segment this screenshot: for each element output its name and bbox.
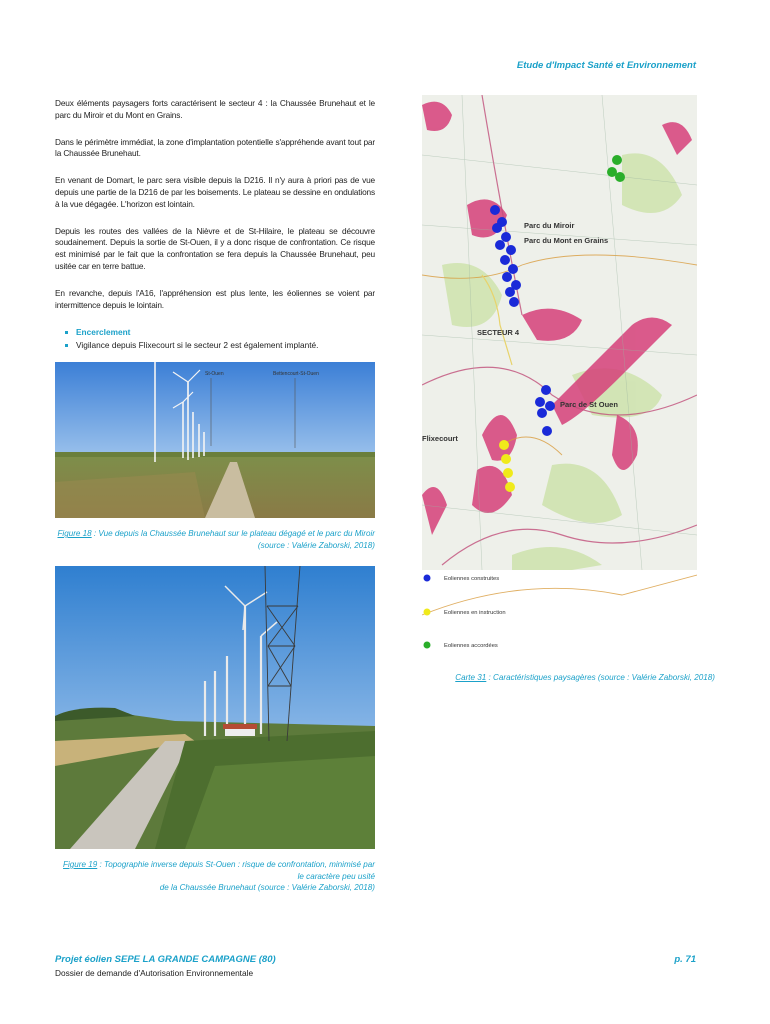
- bullet-marker: [65, 331, 68, 334]
- map-label-secteur: SECTEUR 4: [477, 328, 520, 337]
- map-label-flixecourt: Flixecourt: [422, 434, 458, 443]
- figure-19-caption: Figure 19 : Topographie inverse depuis St-Ouen : risque de confrontation, minimisé par le caractère peu usité de la Chaussée Brunehaut (source : Valérie Zaborski, 2018): [63, 860, 375, 892]
- photo1-label-bettencourt: Bettencourt-St-Ouen: [273, 371, 319, 377]
- carte-31-ref[interactable]: Carte 31: [455, 673, 487, 682]
- photo1-label-st-ouen: St-Ouen: [205, 371, 224, 377]
- legend-construites: Eoliennes construites: [444, 576, 500, 582]
- photo-topographie-st-ouen: [55, 566, 375, 849]
- figure-18-ref[interactable]: Figure 18: [57, 529, 92, 538]
- legend-accordees: Eoliennes accordées: [444, 643, 498, 649]
- body-text-column: [55, 98, 375, 352]
- paragraph-1: Deux éléments paysagers forts caractérisent le secteur 4 : la Chaussée Brunehaut et le parc du Miroir et du Mont en Grains.: [55, 98, 375, 120]
- map-label-mont: Parc du Mont en Grains: [524, 236, 609, 245]
- carte-31-caption: Carte 31 : Caractéristiques paysagères (source : Valérie Zaborski, 2018): [455, 673, 715, 682]
- figure-19-ref[interactable]: Figure 19: [63, 860, 98, 869]
- footer-project-title: Projet éolien SEPE LA GRANDE CAMPAGNE (80): [55, 954, 276, 965]
- document-header-title: Etude d'Impact Santé et Environnement: [516, 60, 696, 71]
- paragraph-5: En revanche, depuis l'A16, l'appréhension est plus lente, les éoliennes se voient par intermittence depuis le lointain.: [55, 287, 375, 310]
- paragraph-2: Dans le périmètre immédiat, la zone d'implantation potentielle s'appréhende avant tout par la Chaussée Brunehaut.: [55, 136, 375, 159]
- map-label-miroir: Parc du Miroir: [524, 221, 575, 230]
- paragraph-4: Depuis les routes des vallées de la Nièvre et de St-Hilaire, le plateau se découvre soudainement. Depuis la sortie de St-Ouen, il y a donc risque de confrontation. Ce risque est minimisé par le fait que la confrontation se fera depuis la Chaussée Brunehaut, peu usitée car en terre battue.: [55, 225, 375, 271]
- legend-instruction: Eoliennes en instruction: [444, 610, 506, 616]
- paragraph-3: En venant de Domart, le parc sera visible depuis la D216. Il n'y aura à priori pas de vue depuis une partie de la D216 de par les boisements. Le plateau se dessine en ondulations à la vue dégagée. L'horizon est lointain.: [55, 175, 375, 209]
- page-number: p. 71: [674, 954, 696, 965]
- bullet-marker: [65, 344, 68, 347]
- photo-chaussee-brunehaut-plateau: [55, 362, 375, 518]
- bullet-list: [55, 326, 375, 352]
- map-label-stouen: Parc de St Ouen: [560, 400, 618, 409]
- bullet-item: Encerclement: [65, 326, 375, 339]
- footer-subtitle: Dossier de demande d'Autorisation Environnementale: [55, 968, 254, 978]
- figure-18-caption: Figure 18 : Vue depuis la Chaussée Brunehaut sur le plateau dégagé et le parc du Miroir (source : Valérie Zaborski, 2018): [57, 529, 375, 550]
- carte-caracteristiques-paysageres: [422, 95, 697, 660]
- bullet-item: Vigilance depuis Flixecourt si le secteur 2 est également implanté.: [65, 339, 375, 352]
